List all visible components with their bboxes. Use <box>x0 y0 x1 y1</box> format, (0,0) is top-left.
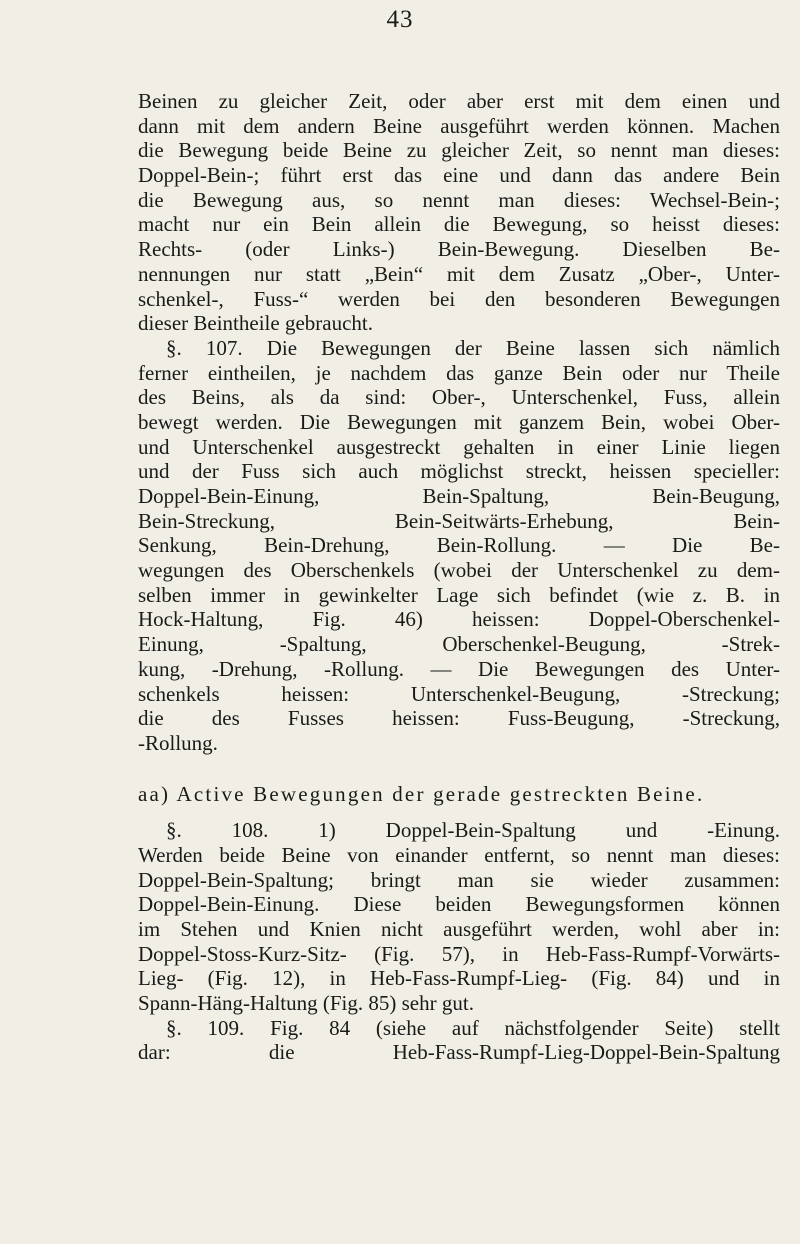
text-line: dann mit dem andern Beine ausgeführt werden können. Machen <box>138 113 780 138</box>
text-line: §. 108. 1) Doppel-Bein-Spaltung und -Einung. <box>166 818 780 843</box>
text-line: dar: die Heb-Fass-Rumpf-Lieg-Doppel-Bein-Spaltung <box>138 1040 780 1065</box>
text-line: §. 107. Die Bewegungen der Beine lassen sich nämlich <box>166 335 780 360</box>
text-line: Einung, -Spaltung, Oberschenkel-Beugung, -Strek- <box>138 632 780 657</box>
text-line: wegungen des Oberschenkels (wobei der Unterschenkel zu dem- <box>138 558 780 583</box>
text-line: Doppel-Bein-Einung, Bein-Spaltung, Bein-Beugung, <box>138 484 780 508</box>
text-line: Doppel-Bein-Einung. Diese beiden Bewegungsformen können <box>138 892 780 917</box>
text-line: und der Fuss sich auch möglichst streckt, heissen specieller: <box>138 459 780 484</box>
text-line: Doppel-Stoss-Kurz-Sitz- (Fig. 57), in Heb-Fass-Rumpf-Vorwärts- <box>138 941 780 966</box>
text-line: bewegt werden. Die Bewegungen mit ganzem Bein, wobei Ober- <box>138 409 780 434</box>
text-line: die Bewegung aus, so nennt man dieses: Wechsel-Bein-; <box>138 187 780 212</box>
text-line: Lieg- (Fig. 12), in Heb-Fass-Rumpf-Lieg- (Fig. 84) und in <box>138 966 780 991</box>
paragraph-3 <box>138 818 780 1016</box>
page-number: 43 <box>386 6 414 33</box>
text-line: ferner eintheilen, je nachdem das ganze Bein oder nur Theile <box>138 360 780 385</box>
text-line: selben immer in gewinkelter Lage sich befindet (wie z. B. in <box>138 582 780 607</box>
paragraph-4 <box>138 1016 780 1065</box>
text-line: schenkel-, Fuss-“ werden bei den besonderen Bewegungen <box>138 286 780 311</box>
paragraph-2 <box>138 336 780 756</box>
text-line: Beinen zu gleicher Zeit, oder aber erst mit dem einen und <box>138 89 780 113</box>
text-line: Rechts- (oder Links-) Bein-Bewegung. Dieselben Be- <box>138 237 780 262</box>
text-line: Bein-Streckung, Bein-Seitwärts-Erhebung, Bein- <box>138 508 780 533</box>
body-text <box>138 89 780 1065</box>
text-line: Doppel-Bein-Spaltung; bringt man sie wieder zusammen: <box>138 867 780 892</box>
text-line: Doppel-Bein-; führt erst das eine und dann das andere Bein <box>138 163 780 188</box>
text-line: Werden beide Beine von einander entfernt, so nennt man dieses: <box>138 842 780 867</box>
text-line: die des Fusses heissen: Fuss-Beugung, -Streckung, <box>138 706 780 731</box>
text-line: und Unterschenkel ausgestreckt gehalten in einer Linie liegen <box>138 434 780 459</box>
text-line: Senkung, Bein-Drehung, Bein-Rollung. — Die Be- <box>138 533 780 558</box>
section-heading: aa) Active Bewegungen der gerade gestreckten Beine. <box>138 781 705 806</box>
text-line: Hock-Haltung, Fig. 46) heissen: Doppel-Oberschenkel- <box>138 607 780 632</box>
text-line: die Bewegung beide Beine zu gleicher Zeit, so nennt man dieses: <box>138 138 780 163</box>
text-line: kung, -Drehung, -Rollung. — Die Bewegungen des Unter- <box>138 656 780 681</box>
text-line: dieser Beintheile gebraucht. <box>138 311 373 336</box>
text-line: schenkels heissen: Unterschenkel-Beugung, -Streckung; <box>138 681 780 706</box>
text-line: -Rollung. <box>138 730 218 755</box>
text-line: Spann-Häng-Haltung (Fig. 85) sehr gut. <box>138 991 474 1016</box>
text-line: im Stehen und Knien nicht ausgeführt werden, wohl aber in: <box>138 917 780 942</box>
text-line: §. 109. Fig. 84 (siehe auf nächstfolgender Seite) stellt <box>166 1015 780 1040</box>
text-line: nennungen nur statt „Bein“ mit dem Zusatz „Ober-, Unter- <box>138 261 780 286</box>
paragraph-1 <box>138 89 780 336</box>
text-line: des Beins, als da sind: Ober-, Unterschenkel, Fuss, allein <box>138 385 780 410</box>
text-line: macht nur ein Bein allein die Bewegung, so heisst dieses: <box>138 212 780 237</box>
